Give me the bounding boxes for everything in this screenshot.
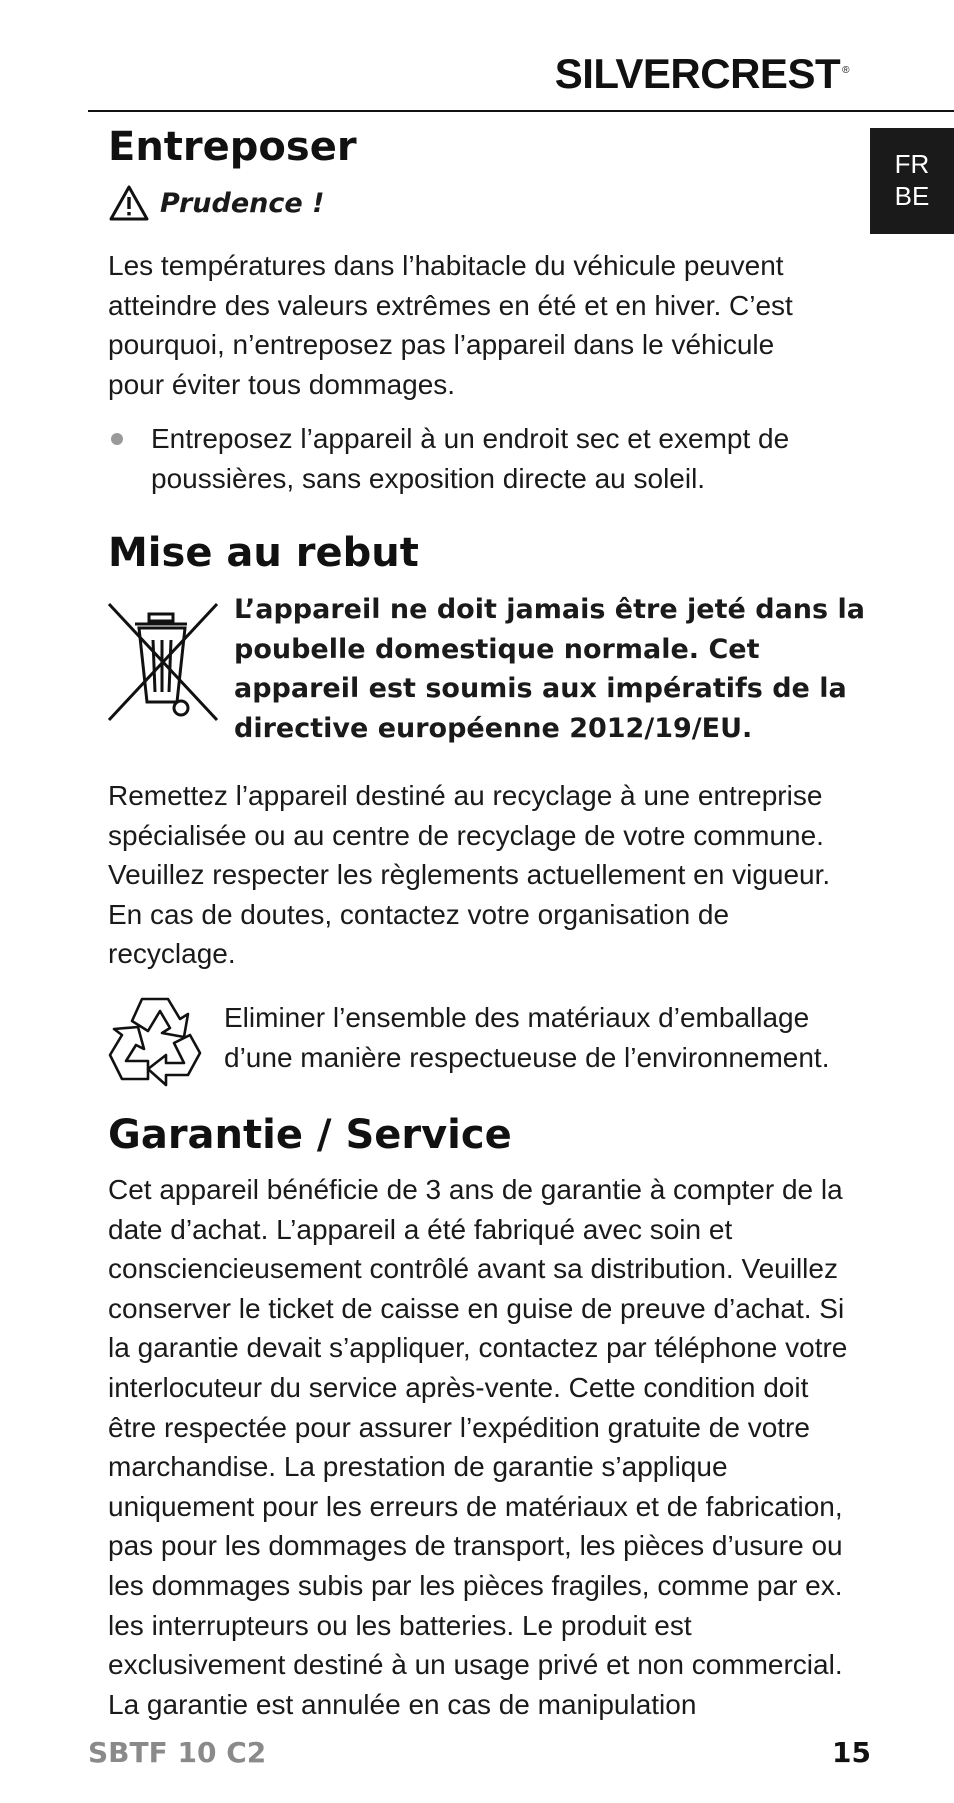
bullet-dot-icon bbox=[111, 433, 123, 445]
registered-mark: ® bbox=[842, 65, 849, 76]
weee-notice: L’appareil ne doit jamais être jeté dans la poubelle domestique normale. Cet appareil est soumis aux impératifs de la directive européenne 2012/19/EU. bbox=[234, 594, 865, 744]
header-rule bbox=[88, 110, 954, 112]
disposal-paragraph: Remettez l’appareil destiné au recyclage à une entreprise spécialisée ou au centre de recyclage de votre commune. Veuillez respecter les règlements actuellement en vigueur. En cas de doutes, contactez votre organisation de recyclage. bbox=[108, 780, 831, 970]
recycle-icon bbox=[104, 993, 208, 1089]
language-tab-fr: FR bbox=[894, 149, 930, 179]
store-bullet-text: Entreposez l’appareil à un endroit sec et exempt de poussières, sans exposition directe au soleil. bbox=[151, 423, 790, 494]
page-number: 15 bbox=[832, 1736, 871, 1769]
section-title-store: Entreposer bbox=[108, 124, 357, 170]
section-title-disposal: Mise au rebut bbox=[108, 530, 419, 576]
language-tab bbox=[870, 128, 954, 234]
warranty-paragraph: Cet appareil bénéficie de 3 ans de garantie à compter de la date d’achat. L’appareil a été fabriqué avec soin et consciencieusement contrôlé avant sa distribution. Veuillez conserver le ticket de caisse en guise de preuve d’achat. Si la garantie devait s’appliquer, contactez par téléphone votre interlocuteur du service après-vente. Cette condition doit être respectée pour assurer l’expédition gratuite de votre marchandise. La prestation de garantie s’applique uniquement pour les erreurs de matériaux et de fabrication, pas pour les dommages de transport, les pièces d’usure ou les dommages subis par les pièces fragiles, comme par ex. les interrupteurs ou les batteries. Le produit est exclusivement destiné à un usage privé et non commercial. La garantie est annulée en cas de manipulation bbox=[108, 1174, 848, 1720]
brand-logo bbox=[555, 50, 849, 98]
caution-text: Prudence ! bbox=[160, 187, 325, 219]
section-title-warranty: Garantie / Service bbox=[108, 1112, 512, 1158]
footer-model: SBTF 10 C2 bbox=[88, 1736, 267, 1769]
brand-logo-text: SILVERCREST bbox=[554, 50, 841, 97]
caution-label bbox=[108, 184, 324, 222]
store-bullet bbox=[108, 419, 868, 498]
crossed-out-bin-icon bbox=[105, 598, 225, 738]
recycle-notice: Eliminer l’ensemble des matériaux d’emballage d’une manière respectueuse de l’environnement. bbox=[224, 1002, 830, 1073]
language-tab-be: BE bbox=[894, 181, 930, 211]
warning-triangle-icon bbox=[108, 184, 150, 222]
store-paragraph: Les températures dans l’habitacle du véhicule peuvent atteindre des valeurs extrêmes en été et en hiver. C’est pourquoi, n’entreposez pas l’appareil dans le véhicule pour éviter tous dommages. bbox=[108, 250, 793, 400]
